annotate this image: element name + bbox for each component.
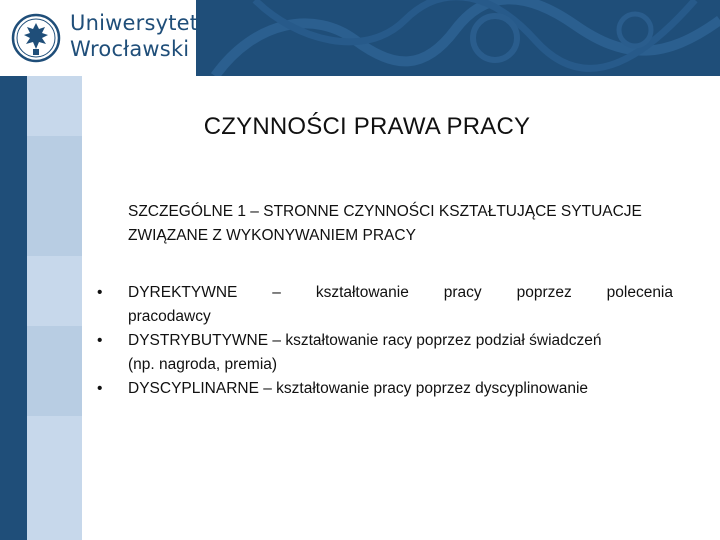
bullet-list <box>97 281 673 401</box>
strip-segment <box>27 76 82 136</box>
bullet-item-dyscyplinarne <box>97 377 673 401</box>
logo-line-2: Wrocławski <box>70 37 190 61</box>
slide-title: CZYNNOŚCI PRAWA PRACY <box>203 113 531 140</box>
decorative-swirl-pattern <box>195 0 720 76</box>
eagle-emblem-icon <box>11 13 61 63</box>
bullet-icon: • <box>97 284 103 301</box>
bullet-line-1: DYSTRYBUTYWNE – kształtowanie racy poprzez podział świadczeń <box>128 332 602 349</box>
strip-segment <box>27 416 82 540</box>
strip-segment <box>27 256 82 326</box>
bullet-word: DYREKTYWNE <box>128 284 238 301</box>
bullet-item-dystrybutywne <box>97 329 673 377</box>
logo-text <box>70 10 198 62</box>
left-accent-strip-light <box>27 76 82 540</box>
bullet-word: polecenia <box>606 284 673 301</box>
logo-line-1: Uniwersytet <box>70 11 199 35</box>
bullet-icon: • <box>97 380 103 397</box>
bullet-line-1: DYSCYPLINARNE – kształtowanie pracy poprzez dyscyplinowanie <box>128 380 589 397</box>
left-accent-strip-dark <box>0 76 27 540</box>
slide-subtitle <box>128 200 688 248</box>
bullet-line-2: (np. nagroda, premia) <box>128 356 278 373</box>
university-logo <box>0 0 199 76</box>
bullet-line-1 <box>128 281 673 305</box>
subtitle-line-2: ZWIĄZANE Z WYKONYWANIEM PRACY <box>128 227 416 244</box>
bullet-item-dyrektywne <box>97 281 673 329</box>
bullet-word: pracy <box>443 284 482 301</box>
bullet-word: – <box>272 284 281 301</box>
bullet-line-2: pracodawcy <box>128 308 211 325</box>
bullet-icon: • <box>97 332 103 349</box>
subtitle-line-1: SZCZEGÓLNE 1 – STRONNE CZYNNOŚCI KSZTAŁTUJĄCE SYTUACJE <box>128 203 642 220</box>
bullet-word: poprzez <box>516 284 572 301</box>
bullet-word: kształtowanie <box>315 284 409 301</box>
